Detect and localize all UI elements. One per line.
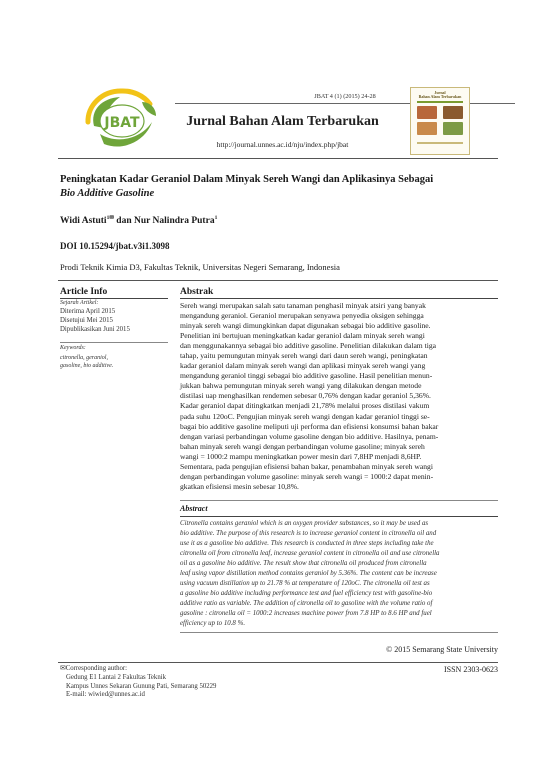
corr-label: ✉Corresponding author: xyxy=(60,665,128,672)
affiliation-rule xyxy=(58,280,498,281)
abstrak-rule xyxy=(180,298,498,299)
corresponding-author xyxy=(60,665,360,700)
issn: ISSN 2303-0623 xyxy=(443,665,498,674)
cover-image xyxy=(417,106,437,119)
abstrak-heading: Abstrak xyxy=(180,287,214,297)
doi[interactable]: DOI 10.15294/jbat.v3i1.3098 xyxy=(60,241,170,251)
abstract-text: Citronella contains geraniol which is an oxygen provider substances, so it may be used as bio additive. The purpose of this research is to increase geraniol content in citronella oil and use it as a gasoline bio additive. This research is conducted in three steps including take the citronella oil from citronella leaf, increase geraniol content in citronella oil and use citronella oil as a gasoline bio additive. The result show that citronella oil produced from citronella leaf using vapor distillation method contains geraniol by 5.36%. The content can be increase using vacuum distillation up to 21.78 % at temperature of 120oC. The citronella oil test as a gasoline bio additive including performance test and fuel efficiency test with gasoline-bio additive ratio as variable. The addition of citronella oil to gasoline with the volume ratio of gasoline : citronella oil = 1000:2 increases machine power from 7.8 HP to 8.6 HP and fuel efficiency up to 10.8 %. xyxy=(180,520,440,627)
abstrak-divider xyxy=(180,500,498,501)
cover-image xyxy=(443,122,463,135)
logo-text: JBAT xyxy=(104,115,140,131)
journal-url[interactable]: http://journal.unnes.ac.id/nju/index.php/jbat xyxy=(216,140,349,149)
jbat-logo xyxy=(80,82,162,154)
corr-address-2: Kampus Unnes Sekaran Gunung Pati, Semarang 50229 xyxy=(66,682,217,690)
history-received: Diterima April 2015 xyxy=(60,308,116,315)
article-title-main: Peningkatan Kadar Geraniol Dalam Minyak Sereh Wangi dan Aplikasinya Sebagai xyxy=(60,174,434,185)
abstract-heading: Abstract xyxy=(180,504,208,513)
history-label: Sejarah Artikel: xyxy=(60,300,99,306)
copyright: © 2015 Semarang State University xyxy=(386,645,498,654)
header-rule-bottom xyxy=(58,158,498,159)
journal-cover-thumbnail xyxy=(410,87,470,155)
keywords: citronella, geraniol, gasoline, bio additive. xyxy=(60,355,114,370)
article-info-heading: Article Info xyxy=(60,287,108,297)
cover-bar xyxy=(417,142,463,144)
footer-rule xyxy=(58,662,498,663)
corr-address-1: Gedung E1 Lantai 2 Fakultas Teknik xyxy=(66,673,167,681)
cover-title: Jurnal Bahan Alam Terbarukan xyxy=(418,90,462,100)
affiliation: Prodi Teknik Kimia D3, Fakultas Teknik, Universitas Negeri Semarang, Indonesia xyxy=(60,262,340,272)
article-info-rule xyxy=(60,298,168,299)
history-accepted: Disetujui Mei 2015 xyxy=(60,317,113,324)
issue-line: JBAT 4 (1) (2015) 24-28 xyxy=(314,93,376,100)
abstract-divider xyxy=(180,632,498,633)
abstrak-text: Sereh wangi merupakan salah satu tanaman penghasil minyak atsiri yang banyak mengandung geraniol. Geraniol merupakan senyawa penyedia oksigen sehingga minyak sereh wangi dimungkinkan dapat digunakan sebagai bio additive gasoline. Penelitian ini bertujuan meningkatkan kadar geraniol dalam minyak sereh wangi dan menggunakannya sebagai bio additive gasoline. Penelitian dilakukan dalam tiga tahap, yaitu pemungutan minyak sereh wangi dari daun sereh wangi, peningkatan kadar geraniol dalam minyak sereh wangi dan aplikasi minyak sereh wangi yang mengandung geraniol tinggi sebagai bio additive gasoline. Hasil penelitian menun- jukkan bahwa pemungutan minyak sereh wangi yang dilakukan dengan metode distilasi uap menghasilkan rendemen sebesar 0,76% dengan kadar geraniol 5,36%. Kadar geraniol dapat ditingkatkan menjadi 21,78% melalui proses distilasi vakum pada suhu 120oC. Pengujian minyak sereh wangi dengan kadar geraniol tinggi se- bagai bio additive gasoline meliputi uji performa dan efisiensi konsumsi bahan bakar dengan variasi perbandingan volume gasoline dengan bio additive. Hasilnya, penam- bahan minyak sereh wangi dengan perbandingan volume gasoline; minyak sereh wangi = 1000:2 mampu meningkatkan power mesin dari 7,8HP menjadi 8,6HP. Sementara, pada pengujian efisiensi bahan bakar, penambahan minyak sereh wangi dengan perbandingan volume gasoline: minyak sereh wangi = 1000:2 dapat menin- gkatkan efisiensi mesin sebesar 10,8%. xyxy=(180,301,439,491)
history-published: Dipublikasikan Juni 2015 xyxy=(60,326,130,333)
authors: Widi Astuti$^{1✉}$ dan Nur Nalindra Putra$^1$ xyxy=(60,215,218,227)
article-info-divider xyxy=(60,342,168,343)
article-title-sub: Bio Additive Gasoline xyxy=(60,187,155,199)
keywords-label: Keywords: xyxy=(60,345,86,351)
cover-image xyxy=(443,106,463,119)
article-title xyxy=(60,173,500,200)
cover-bar xyxy=(417,101,463,103)
cover-image xyxy=(417,122,437,135)
journal-title: Jurnal Bahan Alam Terbarukan xyxy=(186,114,379,129)
corr-email[interactable]: E-mail: wiwied@unnes.ac.id xyxy=(66,691,145,699)
abstract-rule xyxy=(180,516,498,517)
